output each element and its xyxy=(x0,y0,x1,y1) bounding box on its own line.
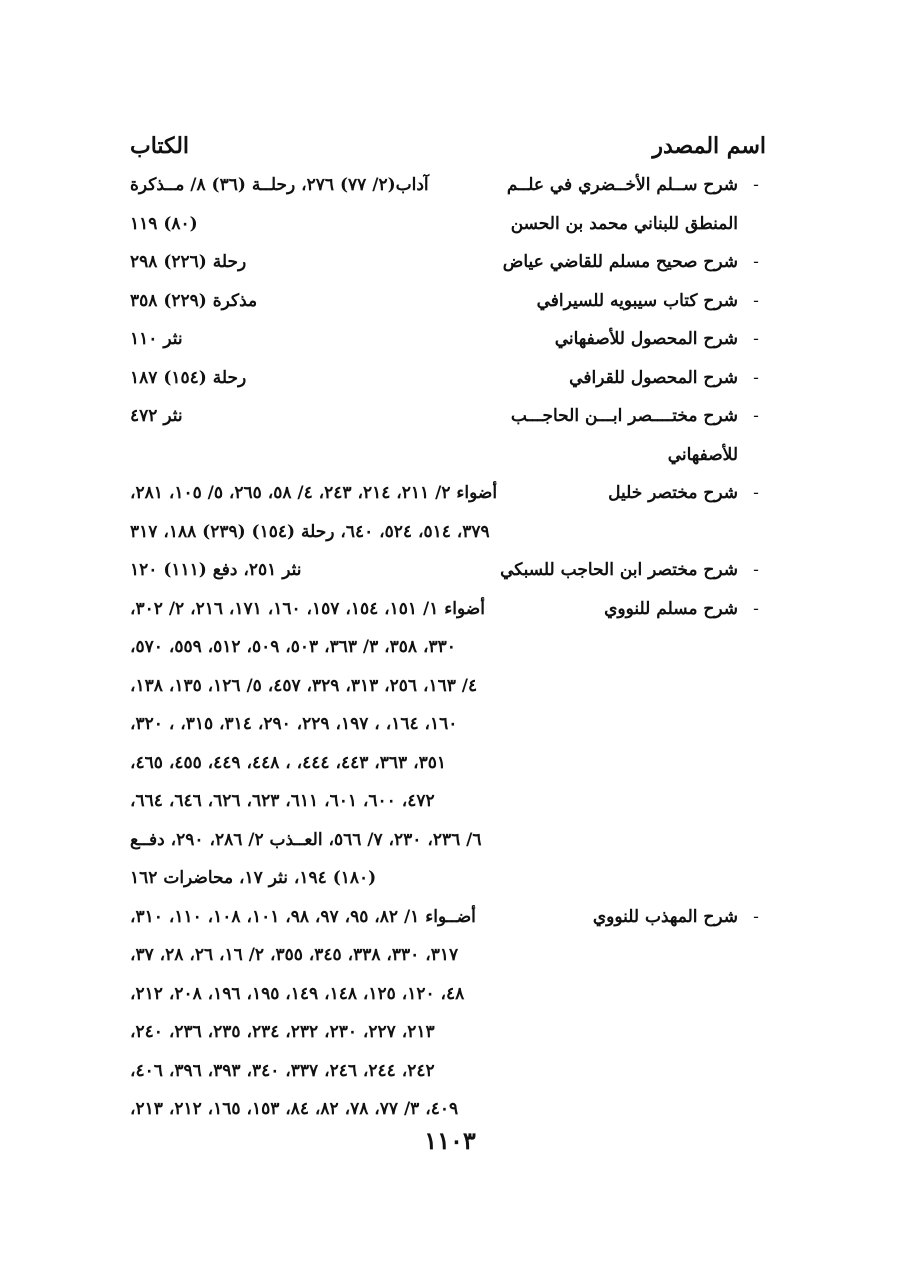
entry-dash: - xyxy=(753,406,759,426)
index-entry xyxy=(130,166,766,243)
entry-dash: - xyxy=(753,560,759,580)
index-entry xyxy=(130,551,766,590)
entry-dash: - xyxy=(753,598,759,619)
entry-reference: نثر ٤٧٢ xyxy=(130,406,183,426)
entry-reference: ٤/ ١٦٣، ٢٥٦، ٣١٣، ٣٢٩، ٤٥٧، ٥/ ١٢٦، ١٣٥، ١٣٨، xyxy=(130,675,478,696)
page-number: ١١٠٣ xyxy=(424,1126,476,1155)
entry-reference: رحلة (١٥٤) ١٨٧ xyxy=(130,367,247,388)
entry-reference: (٨٠) ١١٩ xyxy=(130,213,198,234)
entry-reference: ٤٧٢، ٦٠٠، ٦٠١، ٦١١، ٦٢٣، ٦٢٦، ٦٤٦، ٦٦٤، xyxy=(130,791,435,811)
entry-reference: ٢١٣، ٢٢٧، ٢٣٠، ٢٣٢، ٢٣٤، ٢٣٥، ٢٣٦، ٢٤٠، xyxy=(130,1022,435,1042)
source-column-header: اسم المصدر xyxy=(652,133,766,159)
index-entry xyxy=(130,474,766,551)
entry-reference: ٣٥١، ٣٦٣، ٤٤٣، ٤٤٤، ، ٤٤٨، ٤٤٩، ٤٥٥، ٤٦٥، xyxy=(130,752,446,773)
entry-dash: - xyxy=(753,483,759,503)
entry-reference: ٣٣٠، ٣٥٨، ٣/ ٣٦٣، ٥٠٣، ٥٠٩، ٥١٢، ٥٥٩، ٥٧٠، xyxy=(130,637,456,657)
index-entry xyxy=(130,320,766,359)
entry-title-continuation: المنطق للبناني محمد بن الحسن xyxy=(510,213,738,234)
entry-dash: - xyxy=(753,290,759,311)
entry-title: شرح مختصر خليل xyxy=(608,483,738,503)
entry-reference: ٤٨، ١٢٠، ١٢٥، ١٤٨، ١٤٩، ١٩٥، ١٩٦، ٢٠٨، ٢١٢، xyxy=(130,983,465,1004)
column-headers xyxy=(130,126,766,166)
entry-reference: ٤٠٩، ٣/ ٧٧، ٧٨، ٨٢، ٨٤، ١٥٣، ١٦٥، ٢١٢، ٢١٣، xyxy=(130,1099,459,1119)
entry-title: شرح مسلم للنووي xyxy=(604,598,738,619)
index-entry xyxy=(130,590,766,898)
index-entry xyxy=(130,898,766,1129)
entry-dash: - xyxy=(753,329,759,349)
entry-reference: ٣١٧، ٣٣٠، ٣٣٨، ٣٤٥، ٣٥٥، ٢/ ١٦، ٢٦، ٢٨، ٣٧، xyxy=(130,945,459,965)
entry-reference: (١٨٠) ١٩٤، نثر ١٧، محاضرات ١٦٢ xyxy=(130,868,377,888)
index-entry xyxy=(130,397,766,474)
entry-title: شرح المحصول للقرافي xyxy=(569,367,738,388)
entry-title: شرح المهذب للنووي xyxy=(592,906,738,927)
entry-reference: نثر ٢٥١، دفع (١١١) ١٢٠ xyxy=(130,560,302,580)
entry-title: شرح المحصول للأصفهاني xyxy=(554,329,738,349)
entry-title: شرح صحيح مسلم للقاضي عياض xyxy=(502,252,738,272)
index-entries xyxy=(130,166,766,1129)
entry-dash: - xyxy=(753,906,759,927)
entry-title: شرح مختــــصر ابـــن الحاجـــب xyxy=(510,406,738,426)
entry-title: شرح ســلم الأخــضري في علــم xyxy=(506,175,738,195)
index-entry xyxy=(130,243,766,282)
entry-title-continuation: للأصفهاني xyxy=(667,444,738,465)
entry-dash: - xyxy=(753,175,759,195)
entry-dash: - xyxy=(753,252,759,272)
entry-reference: أضواء ٢/ ٢١١، ٢١٤، ٢٤٣، ٤/ ٥٨، ٢٦٥، ٥/ ١٠٥، ٢٨١، xyxy=(130,483,498,503)
index-entry xyxy=(130,359,766,398)
entry-reference: نثر ١١٠ xyxy=(130,329,183,349)
entry-reference: ٢٤٢، ٢٤٤، ٢٤٦، ٣٣٧، ٣٤٠، ٣٩٣، ٣٩٦، ٤٠٦، xyxy=(130,1060,435,1081)
entry-reference: آداب(٢/ ٧٧) ٢٧٦، رحلــة (٣٦) ٨/ مــذكرة xyxy=(130,175,429,195)
entry-reference: ٦/ ٢٣٦، ٢٣٠، ٧/ ٥٦٦، العــذب ٢/ ٢٨٦، ٢٩٠، دفــع xyxy=(130,829,482,850)
entry-title: شرح مختصر ابن الحاجب للسبكي xyxy=(500,560,738,580)
book-column-header: الكتاب xyxy=(130,133,190,159)
entry-reference: ١٦٠، ١٦٤، ، ١٩٧، ٢٢٩، ٢٩٠، ٣١٤، ٣١٥، ، ٣٢٠، xyxy=(130,714,458,734)
entry-reference: رحلة (٢٢٦) ٢٩٨ xyxy=(130,252,247,272)
entry-reference: أضواء ١/ ١٥١، ١٥٤، ١٥٧، ١٦٠، ١٧١، ٢١٦، ٢/ ٣٠٢، xyxy=(130,598,485,619)
entry-title: شرح كتاب سيبويه للسيرافي xyxy=(536,290,738,311)
index-entry xyxy=(130,282,766,321)
entry-dash: - xyxy=(753,367,759,388)
entry-reference: ٣٧٩، ٥١٤، ٥٢٤، ٦٤٠، رحلة (١٥٤) (٢٣٩) ١٨٨، ٣١٧ xyxy=(130,521,490,542)
entry-reference: أضــواء ١/ ٨٢، ٩٥، ٩٧، ٩٨، ١٠١، ١٠٨، ١١٠، ٣١٠، xyxy=(130,906,476,927)
entry-reference: مذكرة (٢٢٩) ٣٥٨ xyxy=(130,290,258,311)
